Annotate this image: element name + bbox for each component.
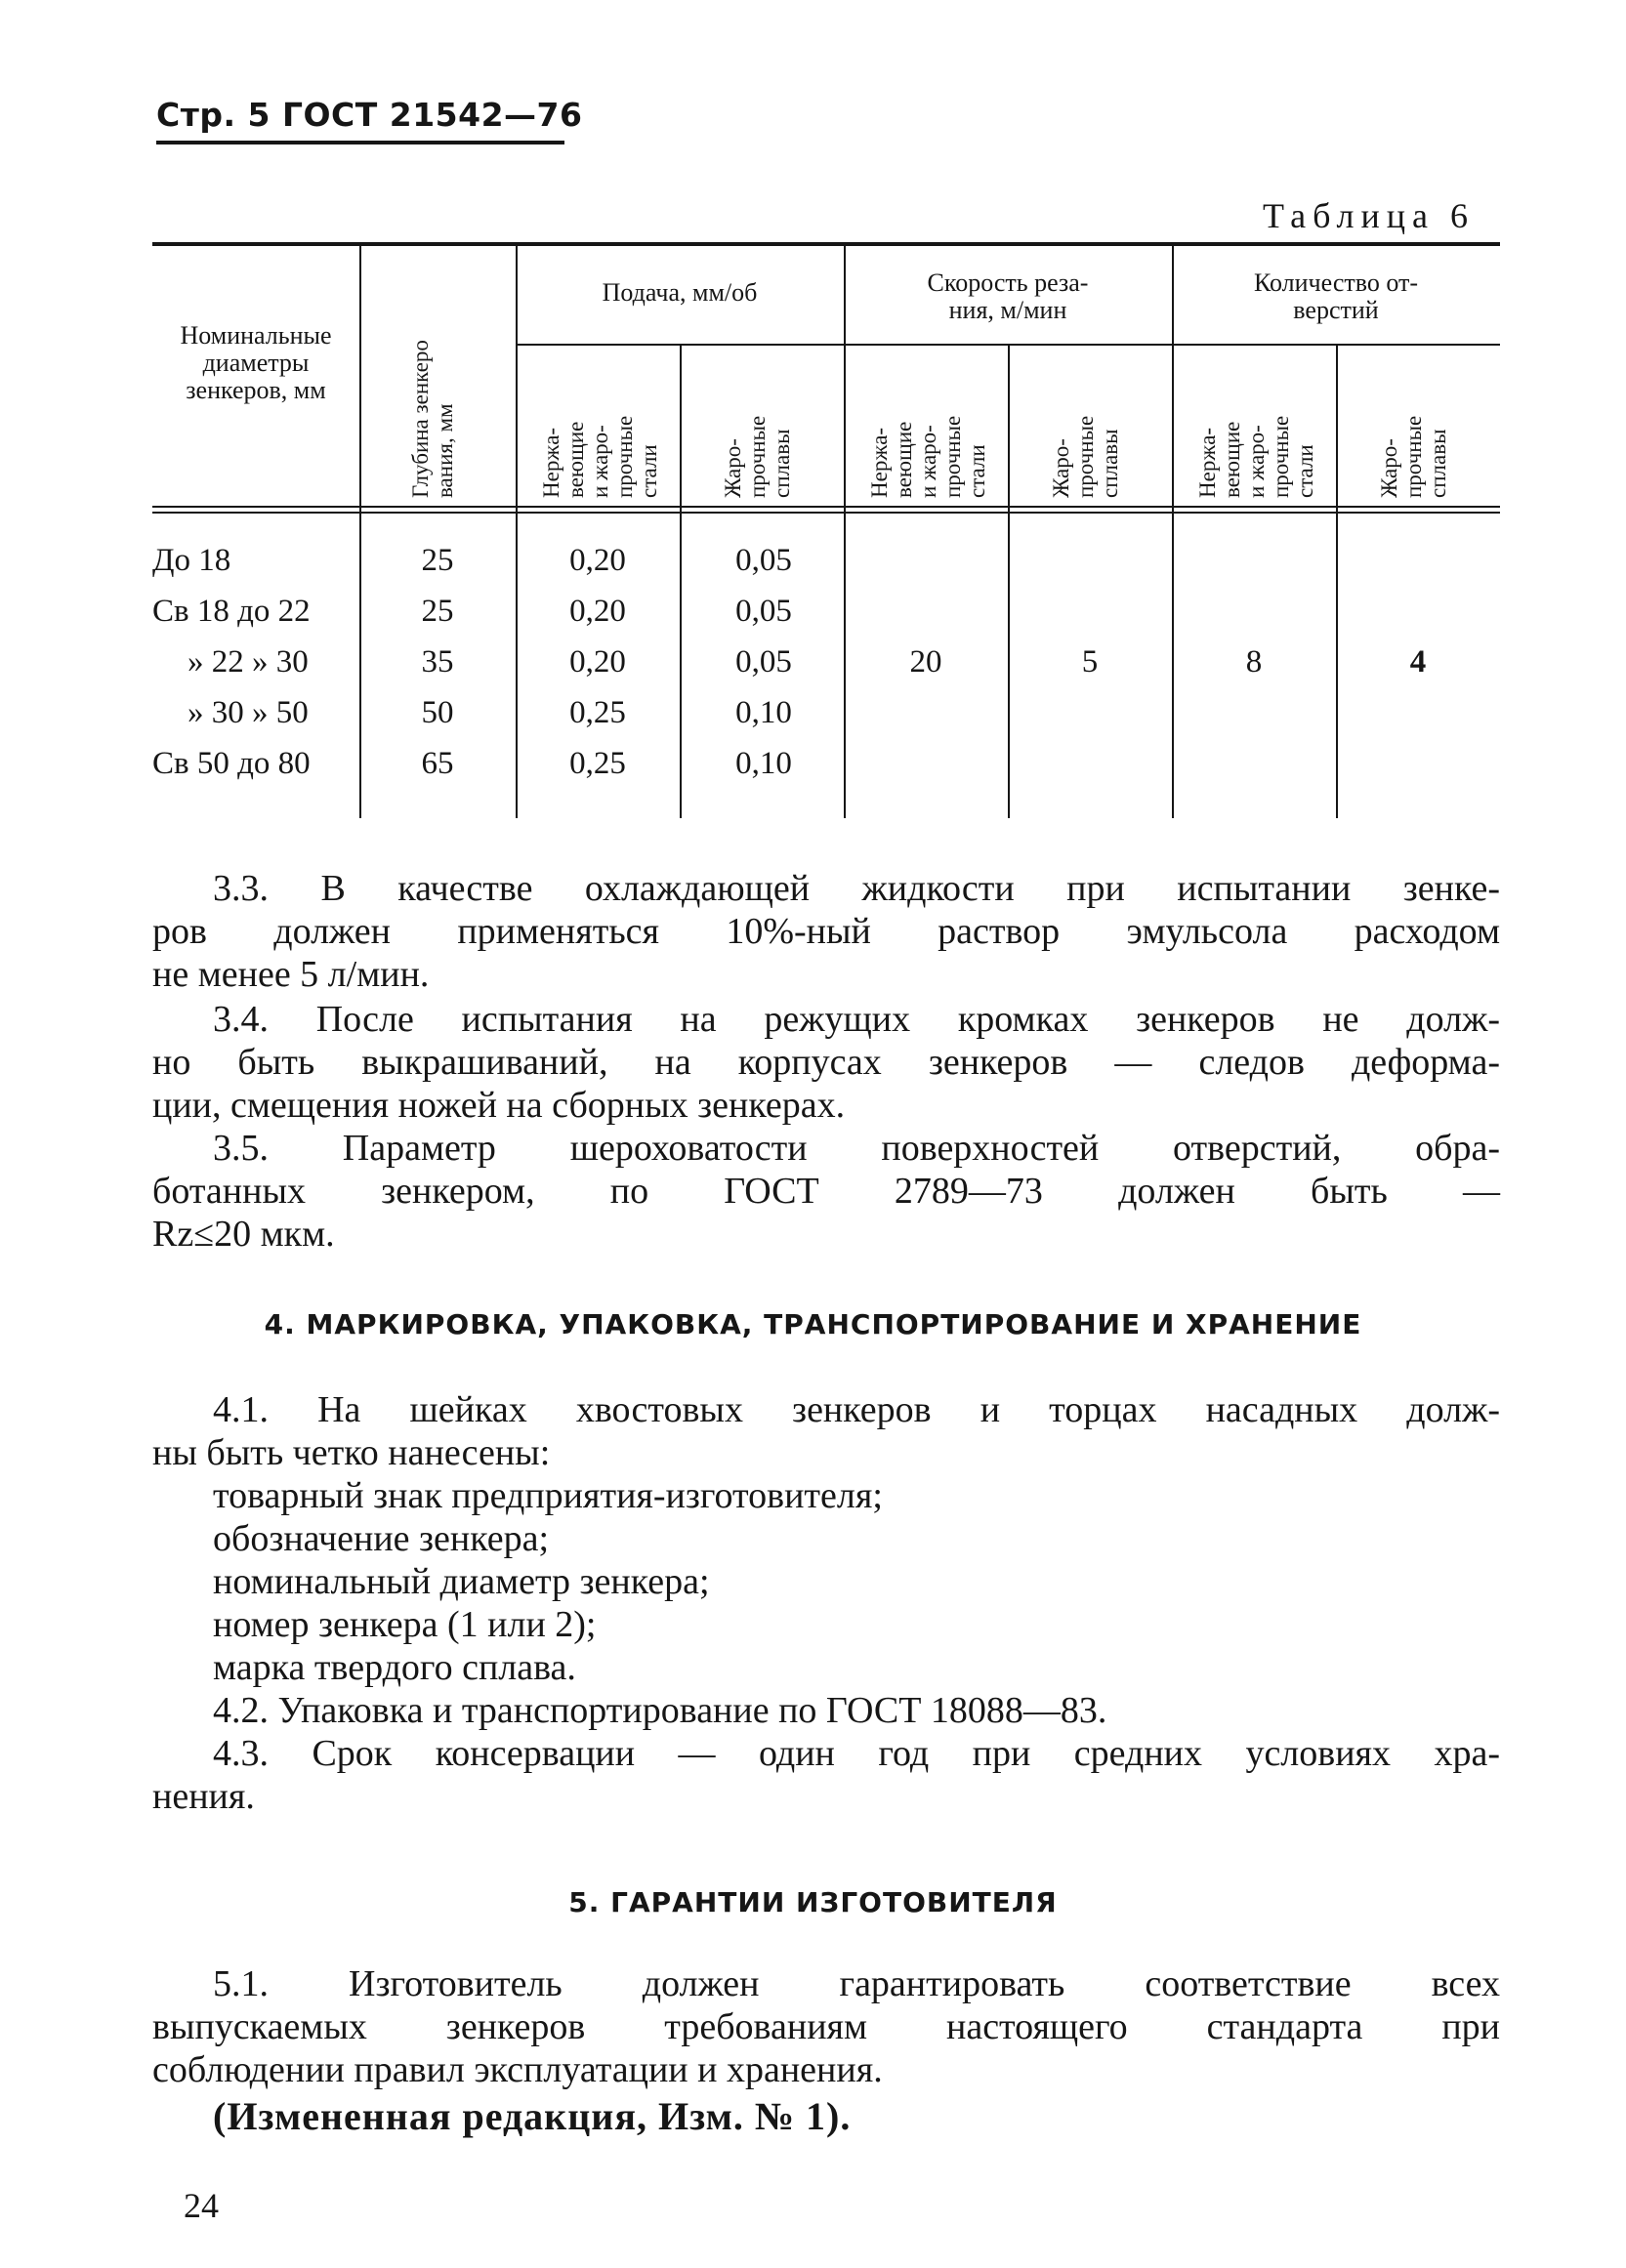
- paragraph-3-4: 3.4. После испытания на режущих кромках зенкеров не долж- но быть выкрашиваний, на корпусах зенкеров — следов деформа- ции, смещения ножей на сборных зенкерах.: [152, 999, 1500, 1126]
- cell-holes-heat-resistant: 4: [1409, 644, 1427, 680]
- cell-feed-heat-resistant: 0,10: [735, 695, 792, 730]
- subheader-stainless: Нержа- веющие и жаро- прочные стали: [539, 415, 661, 498]
- cell-speed-heat-resistant: 5: [1081, 644, 1099, 680]
- cell-depth: 25: [421, 543, 454, 578]
- header-feed: Подача, мм/об: [602, 278, 758, 307]
- header-depth: Глубина зенкеро вания, мм: [408, 340, 457, 498]
- list-item: номер зенкера (1 или 2);: [213, 1604, 597, 1645]
- data-table: [152, 242, 1500, 828]
- cell-diameter: До 18: [152, 543, 231, 578]
- paragraph-4-3: 4.3. Срок консервации — один год при средних условиях хра- нения.: [152, 1733, 1500, 1817]
- cell-diameter: » 22 » 30: [188, 644, 309, 680]
- cell-feed-heat-resistant: 0,05: [735, 594, 792, 629]
- cell-depth: 35: [421, 644, 454, 680]
- list-item: марка твердого сплава.: [213, 1647, 576, 1688]
- subheader-heat-resistant: Жаро- прочные сплавы: [1377, 415, 1450, 498]
- table-top-rule: [152, 242, 1500, 246]
- section-title-4: 4. МАРКИРОВКА, УПАКОВКА, ТРАНСПОРТИРОВАНИЕ И ХРАНЕНИЕ: [264, 1308, 1362, 1340]
- header-holes: Количество от- верстий: [1253, 268, 1419, 324]
- paragraph-4-2: 4.2. Упаковка и транспортирование по ГОСТ 18088—83.: [213, 1690, 1107, 1731]
- cell-feed-heat-resistant: 0,10: [735, 746, 792, 781]
- paragraph-4-1: 4.1. На шейках хвостовых зенкеров и торцах насадных долж- ны быть четко нанесены:: [152, 1389, 1500, 1473]
- subheader-stainless: Нержа- веющие и жаро- прочные стали: [1195, 415, 1317, 498]
- cell-speed-stainless: 20: [909, 644, 942, 680]
- col-divider: [680, 346, 682, 818]
- cell-diameter: Св 18 до 22: [152, 594, 311, 629]
- header-bottom-rule: [152, 506, 1500, 508]
- col-divider: [359, 246, 361, 818]
- cell-depth: 25: [421, 594, 454, 629]
- col-divider: [1008, 346, 1010, 818]
- paragraph-3-3: 3.3. В качестве охлаждающей жидкости при испытании зенке- ров должен применяться 10%-ный раствор эмульсола расходом не менее 5 л/мин.: [152, 868, 1500, 995]
- header-bottom-rule-2: [152, 512, 1500, 514]
- list-item: товарный знак предприятия-изготовителя;: [213, 1475, 883, 1516]
- amendment-note: (Измененная редакция, Изм. № 1).: [213, 2094, 852, 2138]
- cell-depth: 65: [421, 746, 454, 781]
- paragraph-3-5: 3.5. Параметр шероховатости поверхностей отверстий, обра- ботанных зенкером, по ГОСТ 2789—73 должен быть — Rz≤20 мкм.: [152, 1128, 1500, 1255]
- header-rule: [156, 141, 564, 144]
- list-item: номинальный диаметр зенкера;: [213, 1561, 710, 1602]
- col-divider: [516, 246, 518, 818]
- cell-feed-stainless: 0,20: [569, 594, 626, 629]
- cell-depth: 50: [421, 695, 454, 730]
- paragraph-5-1: 5.1. Изготовитель должен гарантировать соответствие всех выпускаемых зенкеров требованиям настоящего стандарта при соблюдении правил эксплуатации и хранения.: [152, 1963, 1500, 2090]
- cell-diameter: Св 50 до 80: [152, 746, 311, 781]
- cell-feed-stainless: 0,20: [569, 543, 626, 578]
- page-number: 24: [184, 2186, 219, 2225]
- subheader-heat-resistant: Жаро- прочные сплавы: [1049, 415, 1122, 498]
- col-divider: [1172, 246, 1174, 818]
- cell-holes-stainless: 8: [1245, 644, 1263, 680]
- section-title-5: 5. ГАРАНТИИ ИЗГОТОВИТЕЛЯ: [568, 1886, 1058, 1918]
- cell-feed-stainless: 0,25: [569, 695, 626, 730]
- col-divider: [844, 246, 846, 818]
- cell-diameter: » 30 » 50: [188, 695, 309, 730]
- col-divider: [1336, 346, 1338, 818]
- header-speed: Скорость реза- ния, м/мин: [927, 268, 1089, 324]
- table-caption: Таблица 6: [1263, 196, 1475, 235]
- running-head: Стр. 5 ГОСТ 21542—76: [156, 96, 583, 134]
- header-diameters: Номинальные диаметры зенкеров, мм: [180, 321, 332, 404]
- cell-feed-stainless: 0,20: [569, 644, 626, 680]
- cell-feed-heat-resistant: 0,05: [735, 543, 792, 578]
- cell-feed-heat-resistant: 0,05: [735, 644, 792, 680]
- subheader-stainless: Нержа- веющие и жаро- прочные стали: [867, 415, 989, 498]
- cell-feed-stainless: 0,25: [569, 746, 626, 781]
- subheader-heat-resistant: Жаро- прочные сплавы: [721, 415, 794, 498]
- list-item: обозначение зенкера;: [213, 1518, 550, 1559]
